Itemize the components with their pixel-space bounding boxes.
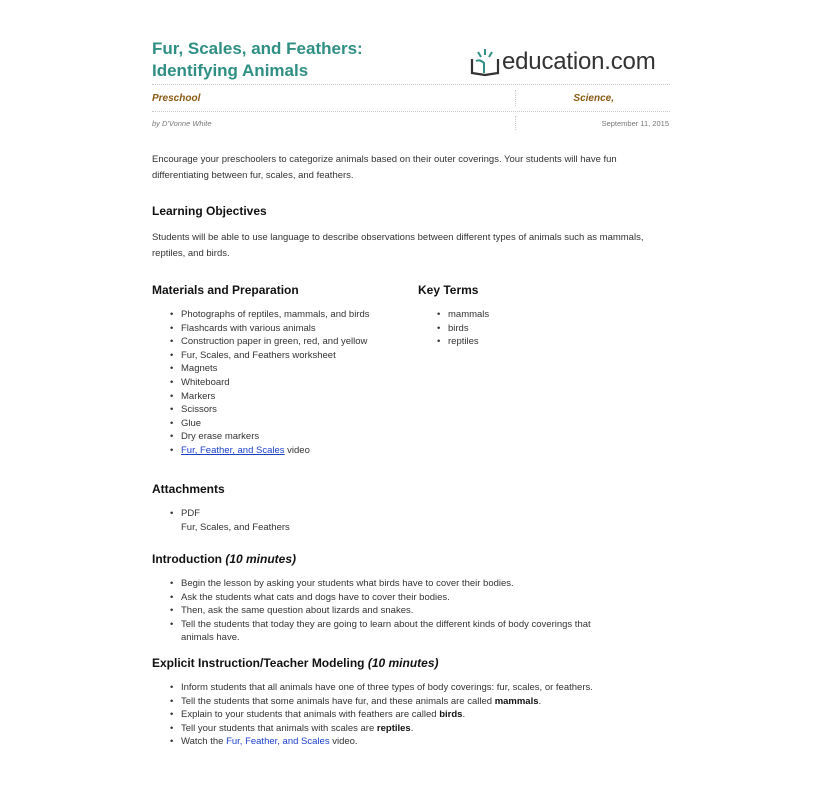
list-item: • Markers bbox=[170, 390, 370, 404]
list-item: • Begin the lesson by asking your students what birds have to cover their bodies. bbox=[170, 577, 591, 591]
list-item: • Construction paper in green, red, and yellow bbox=[170, 335, 370, 349]
introduction-duration: (10 minutes) bbox=[225, 552, 297, 566]
key-terms-heading: Key Terms bbox=[418, 283, 479, 297]
list-item: • Photographs of reptiles, mammals, and birds bbox=[170, 308, 370, 322]
key-terms-list bbox=[437, 308, 489, 349]
attachments-list bbox=[170, 507, 290, 534]
author-label: by D'Vonne White bbox=[152, 119, 212, 128]
list-item: • Explain to your students that animals with feathers are called birds. bbox=[170, 708, 593, 722]
author-divider bbox=[515, 116, 516, 130]
meta-divider-line bbox=[152, 111, 670, 112]
list-item: • Dry erase markers bbox=[170, 430, 370, 444]
page-title bbox=[152, 38, 363, 82]
objectives-heading: Learning Objectives bbox=[152, 204, 267, 218]
explicit-title: Explicit Instruction/Teacher Modeling bbox=[152, 656, 365, 670]
title-line-2: Identifying Animals bbox=[152, 61, 309, 80]
list-item: • birds bbox=[437, 322, 489, 336]
explicit-instruction-heading bbox=[152, 656, 439, 670]
materials-heading: Materials and Preparation bbox=[152, 283, 299, 297]
video-link-2[interactable]: Fur, Feather, and Scales bbox=[226, 736, 330, 748]
video-suffix: video bbox=[284, 444, 310, 456]
term-reptiles: reptiles bbox=[376, 722, 411, 734]
materials-list bbox=[170, 308, 370, 458]
introduction-title: Introduction bbox=[152, 552, 222, 566]
logo-text: education.com bbox=[502, 48, 656, 75]
list-item: • Ask the students what cats and dogs have to cover their bodies. bbox=[170, 591, 591, 605]
attachment-name: Fur, Scales, and Feathers bbox=[181, 521, 290, 533]
list-item: • Tell the students that some animals have fur, and these animals are called mammals. bbox=[170, 695, 593, 709]
explicit-duration: (10 minutes) bbox=[367, 656, 439, 670]
introduction-heading bbox=[152, 552, 296, 566]
list-item: • Glue bbox=[170, 417, 370, 431]
attachment-type: • PDF bbox=[170, 507, 290, 521]
attachments-heading: Attachments bbox=[152, 482, 225, 496]
header-divider bbox=[152, 84, 670, 85]
list-item: • Watch the Fur, Feather, and Scales video. bbox=[170, 735, 593, 749]
meta-divider bbox=[515, 90, 516, 106]
list-item: • Fur, Scales, and Feathers worksheet bbox=[170, 349, 370, 363]
item-line-2: animals have. bbox=[181, 632, 240, 644]
book-icon bbox=[468, 47, 502, 77]
term-birds: birds bbox=[439, 709, 463, 721]
list-item bbox=[170, 444, 370, 458]
list-item: • Flashcards with various animals bbox=[170, 322, 370, 336]
list-item: • reptiles bbox=[437, 335, 489, 349]
list-item: • Inform students that all animals have one of three types of body coverings: fur, scales, or feathers. bbox=[170, 681, 593, 695]
list-item: • Then, ask the same question about lizards and snakes. bbox=[170, 604, 591, 618]
list-item: • Scissors bbox=[170, 403, 370, 417]
subject-label: Science, bbox=[573, 93, 614, 104]
objectives-paragraph: Students will be able to use language to describe observations between different types of animals such as mammals, reptiles, and birds. bbox=[152, 232, 644, 259]
date-label: September 11, 2015 bbox=[601, 119, 669, 128]
list-item: • Whiteboard bbox=[170, 376, 370, 390]
explicit-list bbox=[170, 681, 593, 749]
list-item: • Tell your students that animals with scales are reptiles. bbox=[170, 722, 593, 736]
title-line-1: Fur, Scales, and Feathers: bbox=[152, 39, 363, 58]
list-item: • mammals bbox=[437, 308, 489, 322]
introduction-list bbox=[170, 577, 591, 645]
grade-label: Preschool bbox=[152, 93, 201, 104]
video-link[interactable]: Fur, Feather, and Scales bbox=[181, 444, 285, 456]
term-mammals: mammals bbox=[494, 695, 539, 707]
intro-paragraph: Encourage your preschoolers to categorize animals based on their outer coverings. Your students will have fun differentiating between fur, scales, and feathers. bbox=[152, 154, 617, 181]
education-logo bbox=[468, 44, 656, 80]
list-item bbox=[170, 618, 591, 645]
list-item: • Magnets bbox=[170, 362, 370, 376]
item-line-1: Tell the students that today they are going to learn about the different kinds of body coverings that bbox=[181, 618, 591, 630]
